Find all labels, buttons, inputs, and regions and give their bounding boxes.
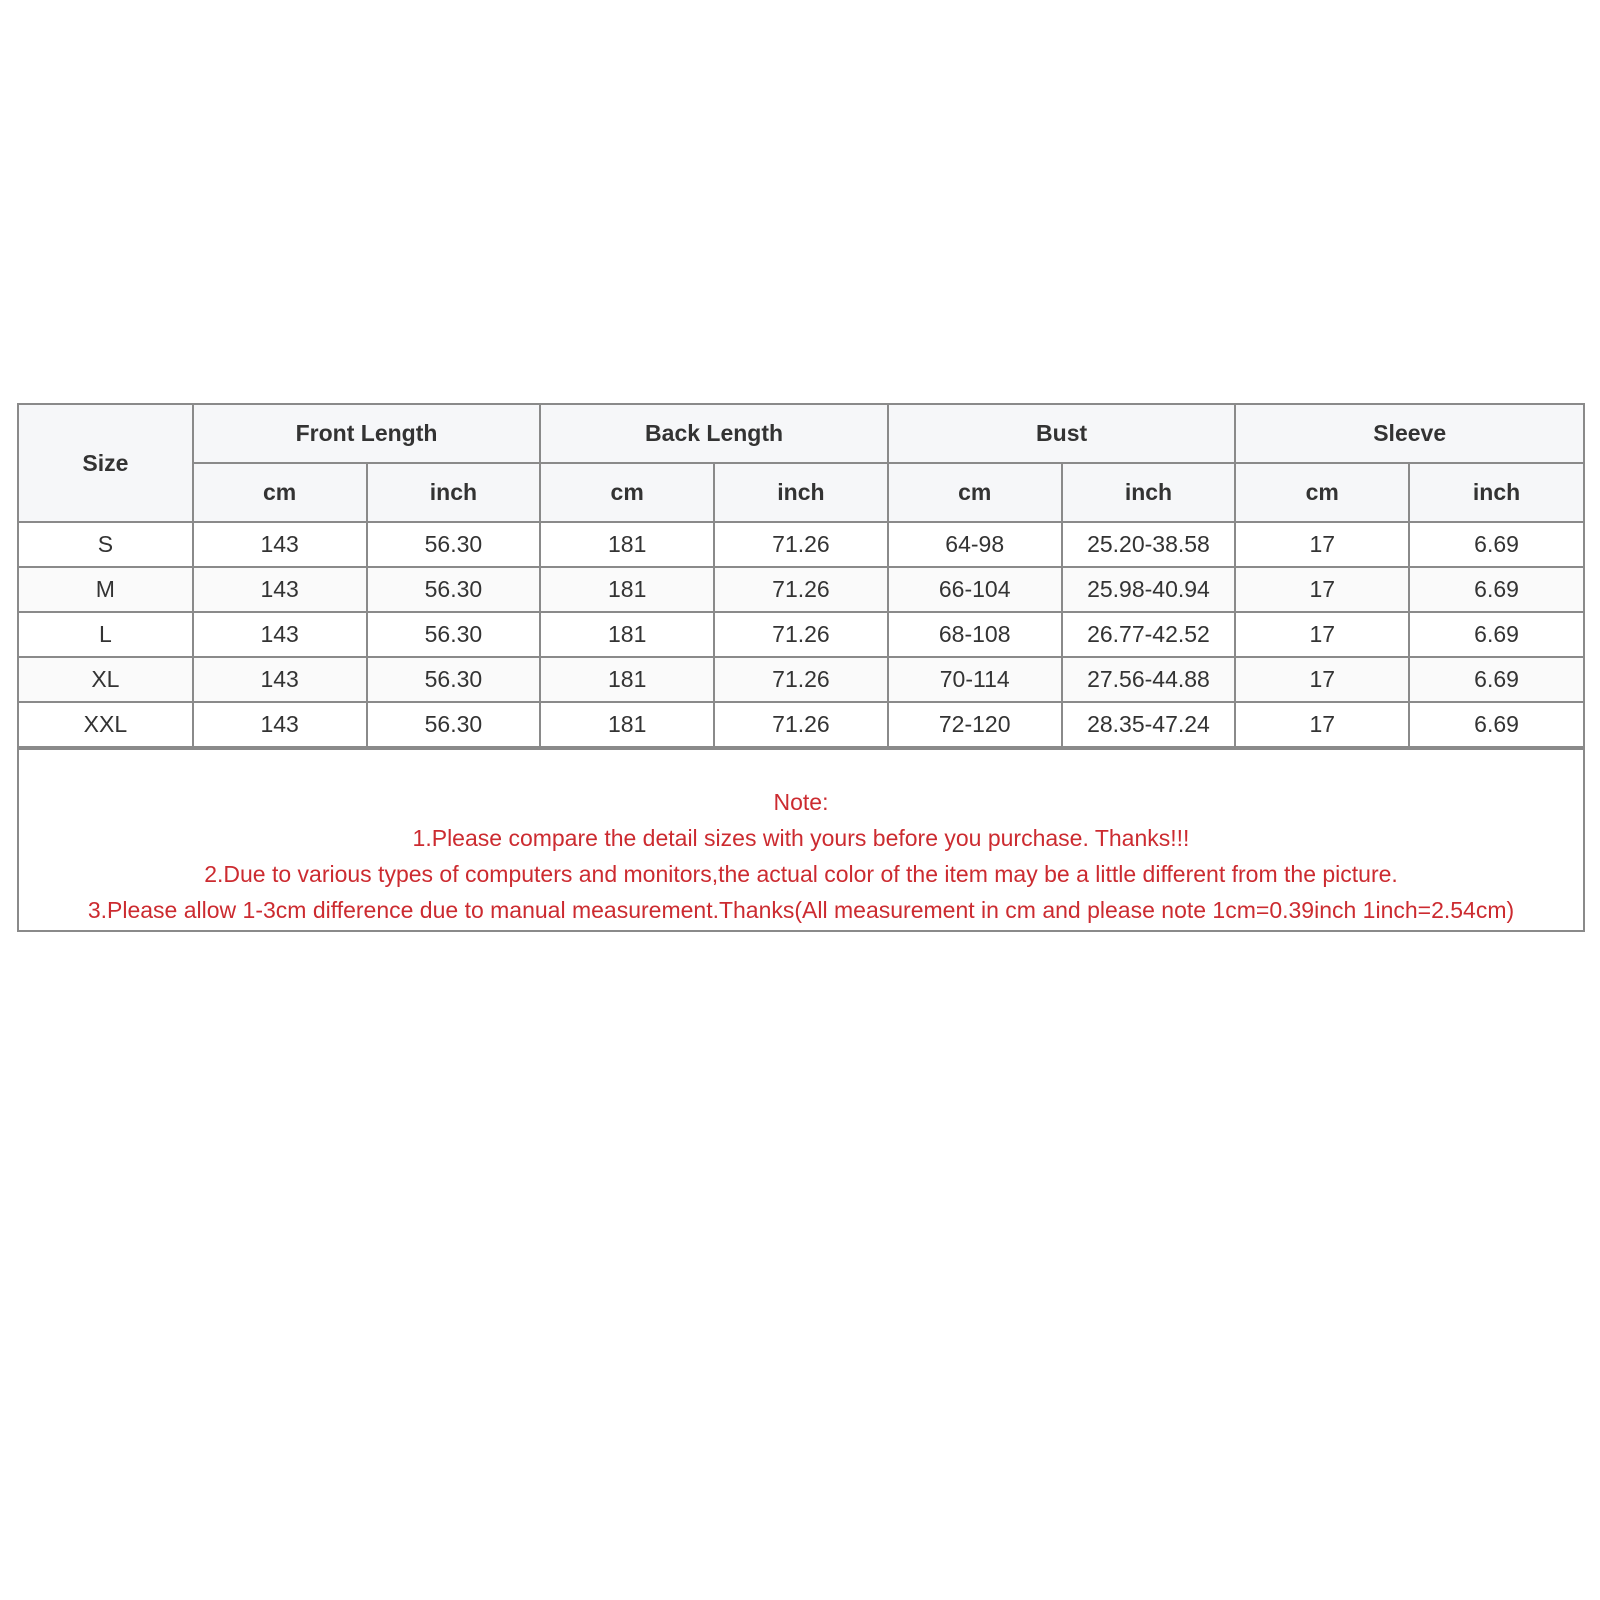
unit-header-row (19, 463, 1583, 522)
unit-header: cm (193, 463, 367, 522)
table-cell: 71.26 (714, 612, 888, 657)
table-cell: 28.35-47.24 (1062, 702, 1236, 747)
table-cell: 143 (193, 657, 367, 702)
table-cell: 26.77-42.52 (1062, 612, 1236, 657)
size-cell: XL (19, 657, 193, 702)
table-cell: 181 (540, 522, 714, 567)
unit-header: inch (1409, 463, 1583, 522)
size-cell: S (19, 522, 193, 567)
table-cell: 181 (540, 702, 714, 747)
table-cell: 56.30 (367, 612, 541, 657)
unit-header: cm (1235, 463, 1409, 522)
table-cell: 71.26 (714, 657, 888, 702)
table-cell: 71.26 (714, 522, 888, 567)
size-header: Size (19, 405, 193, 522)
table-cell: 68-108 (888, 612, 1062, 657)
table-cell: 143 (193, 567, 367, 612)
table-cell: 66-104 (888, 567, 1062, 612)
size-chart (17, 403, 1585, 932)
group-header-row (19, 405, 1583, 463)
table-cell: 56.30 (367, 522, 541, 567)
table-cell: 6.69 (1409, 522, 1583, 567)
table-cell: 6.69 (1409, 567, 1583, 612)
table-cell: 17 (1235, 612, 1409, 657)
table-cell: 56.30 (367, 702, 541, 747)
table-cell: 25.20-38.58 (1062, 522, 1236, 567)
table-row (19, 657, 1583, 702)
table-cell: 17 (1235, 567, 1409, 612)
table-cell: 143 (193, 612, 367, 657)
group-header-front-length: Front Length (193, 405, 541, 463)
table-cell: 70-114 (888, 657, 1062, 702)
table-cell: 27.56-44.88 (1062, 657, 1236, 702)
table-cell: 6.69 (1409, 612, 1583, 657)
table-cell: 64-98 (888, 522, 1062, 567)
table-cell: 143 (193, 702, 367, 747)
size-cell: XXL (19, 702, 193, 747)
unit-header: inch (367, 463, 541, 522)
unit-header: inch (714, 463, 888, 522)
size-cell: L (19, 612, 193, 657)
table-cell: 6.69 (1409, 657, 1583, 702)
notes-section (19, 748, 1583, 930)
table-cell: 181 (540, 657, 714, 702)
table-cell: 17 (1235, 522, 1409, 567)
table-cell: 25.98-40.94 (1062, 567, 1236, 612)
table-row (19, 567, 1583, 612)
note-line: 2.Due to various types of computers and monitors,the actual color of the item may be a little different from the picture. (204, 861, 1398, 887)
unit-header: cm (888, 463, 1062, 522)
table-row (19, 522, 1583, 567)
note-line: 1.Please compare the detail sizes with yours before you purchase. Thanks!!! (412, 825, 1190, 851)
note-title: Note: (773, 789, 829, 815)
table-cell: 71.26 (714, 567, 888, 612)
table-cell: 17 (1235, 702, 1409, 747)
table-cell: 72-120 (888, 702, 1062, 747)
size-table (19, 405, 1583, 748)
table-cell: 71.26 (714, 702, 888, 747)
table-row (19, 702, 1583, 747)
unit-header: cm (540, 463, 714, 522)
unit-header: inch (1062, 463, 1236, 522)
table-cell: 6.69 (1409, 702, 1583, 747)
table-row (19, 612, 1583, 657)
group-header-bust: Bust (888, 405, 1236, 463)
table-cell: 56.30 (367, 657, 541, 702)
group-header-back-length: Back Length (540, 405, 888, 463)
group-header-sleeve: Sleeve (1235, 405, 1583, 463)
table-cell: 181 (540, 612, 714, 657)
table-cell: 181 (540, 567, 714, 612)
table-cell: 17 (1235, 657, 1409, 702)
table-cell: 56.30 (367, 567, 541, 612)
note-line: 3.Please allow 1-3cm difference due to manual measurement.Thanks(All measurement in cm and please note 1cm=0.39inch 1inch=2.54cm) (87, 897, 1515, 923)
size-cell: M (19, 567, 193, 612)
table-cell: 143 (193, 522, 367, 567)
